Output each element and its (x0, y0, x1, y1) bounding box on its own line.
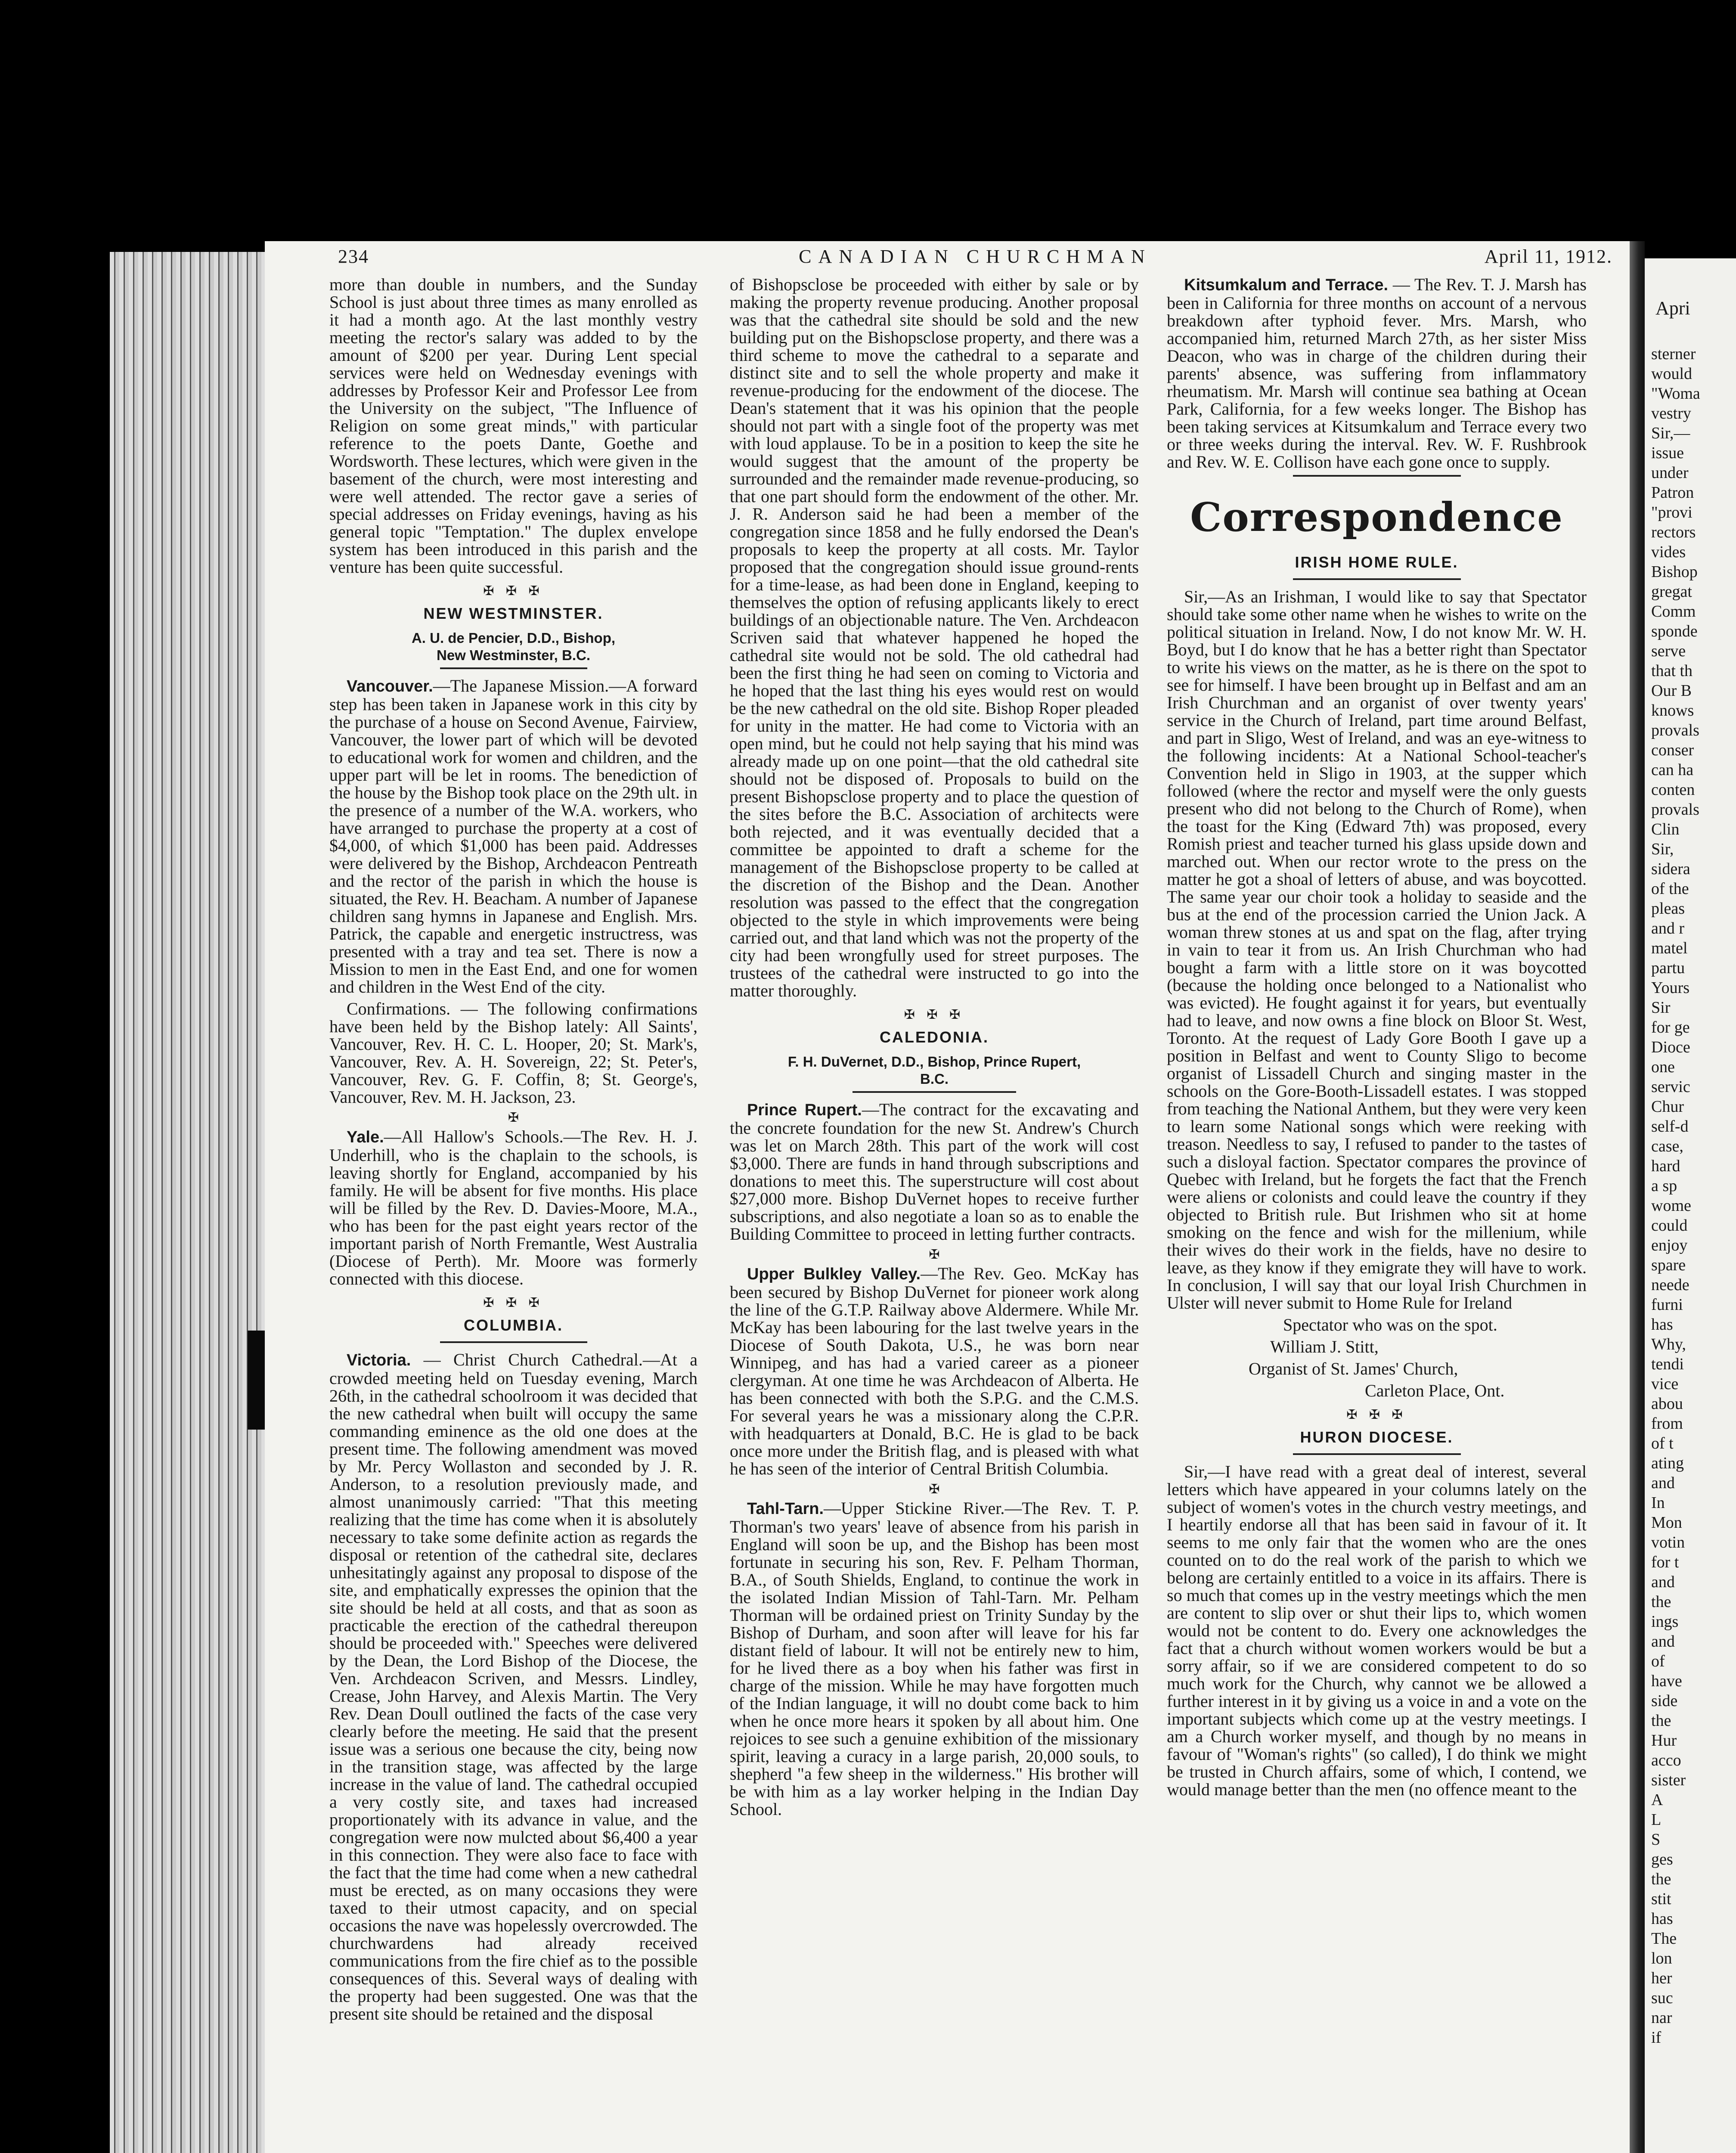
next-page-fragment: provals (1651, 721, 1699, 739)
next-page-fragment: rectors (1651, 523, 1696, 541)
article-confirmations: Confirmations. — The following confirmations have been held by the Bishop lately: All Saints', Vancouver, Rev. H. C. L. Hooper, 20; St. Mark's, Vancouver, Rev. A. H. Sovereign, 22; St. Peter's, Vancouver, Rev. G. F. Coffin, 8; St. George's, Vancouver, Rev. M. H. Jackson, 23. (329, 999, 698, 1107)
next-page-fragment: Sir (1651, 999, 1671, 1017)
next-page-fragment: abou (1651, 1395, 1683, 1413)
next-page-fragment: "Woma (1651, 385, 1700, 403)
next-page-fragment: matel (1651, 939, 1688, 957)
next-page-fragment: enjoy (1651, 1236, 1688, 1254)
section-ornament: ✠ ✠ ✠ (1346, 1408, 1407, 1422)
article-body: —The Rev. Geo. McKay has been secured by Bishop DuVernet for pioneer work along the line of the G.T.P. Railway above Aldermere. While Mr. McKay has been labouring for the last twelve years in the Diocese of South Dakota, U.S., he was born near Winnipeg, and has had a varied career as a pioneer clergyman. At one time he was Archdeacon of Alberta. He has been connected with both the S.P.G. and the C.M.S. For several years he was a missionary along the C.P.R. with headquarters at Donald, B.C. He is glad to be back once more under the British flag, and is pleased with what he has seen of the interior of Central British Columbia. (730, 1264, 1139, 1478)
small-ornament: ✠ (929, 1482, 940, 1496)
next-page-fragment: for t (1651, 1553, 1679, 1571)
article-lead: Yale. (347, 1128, 384, 1146)
correspondence-heading: Correspondence (1190, 494, 1563, 540)
letter-signature: Spectator who was on the spot. (1283, 1315, 1497, 1334)
article-body: —The contract for the excavating and the concrete foundation for the new St. Andrew's Church was let on March 28th. This part of the work will cost $3,000. There are funds in hand through subscriptions and donations to meet this. The superstructure will cost about $27,000 more. Bishop DuVernet hopes to receive further subscriptions, and also negotiate a loan so as to enable the Building Committee to proceed in letting further contracts. (730, 1100, 1139, 1244)
next-page-fragment: provals (1651, 800, 1699, 819)
letter-signature: William J. Stitt, (1270, 1337, 1379, 1356)
column-2 (730, 276, 1139, 2153)
next-page-fragment: servic (1651, 1078, 1690, 1096)
next-page-fragment: sidera (1651, 860, 1690, 878)
next-page-fragment: A (1651, 1791, 1663, 1809)
article-victoria (329, 1351, 698, 2023)
article-lead: Vancouver. (347, 677, 433, 695)
next-page-fragment: hard (1651, 1157, 1680, 1175)
letter-signature: Carleton Place, Ont. (1365, 1381, 1505, 1400)
page-header (338, 245, 1612, 276)
section-title-caledonia: CALEDONIA. (880, 1028, 989, 1046)
page-stack-edges (110, 252, 265, 2153)
article-lead: Prince Rupert. (747, 1101, 862, 1119)
article-lead: Victoria. (347, 1351, 411, 1369)
page-number: 234 (338, 246, 369, 267)
next-page-fragment: sponde (1651, 622, 1698, 640)
article-continuation: more than double in numbers, and the Sunday School is just about three times as many enrolled as it had a month ago. At the last monthly vestry meeting the rector's salary was added to by the amount of $200 per year. During Lent special services were held on Wednesday evenings with addresses by Professor Keir and Professor Lee from the University on the subject, "The Influence of Religion on some great minds," with particular reference to the poets Dante, Goethe and Wordsworth. These lectures, which were given in the basement of the church, were most interesting and were well attended. The rector gave a series of special addresses on Friday evenings, having as his general topic "Temptation." The duplex envelope system has been introduced in this parish and the venture has been quite successful. (329, 276, 698, 577)
next-page-fragment: and (1651, 1474, 1675, 1492)
article-body: —All Hallow's Schools.—The Rev. H. J. Underhill, who is the chaplain to the schools, is leaving shortly for England, accompanied by his family. He will be absent for five months. His place will be filled by the Rev. D. Davies-Moore, M.A., who has been for the past eight years rector of the important parish of North Fremantle, West Australia (Diocese of Perth). Mr. Moore was formerly connected with this diocese. (329, 1127, 698, 1288)
next-page-fragment: have (1651, 1672, 1682, 1690)
next-page-fragment: for ge (1651, 1018, 1690, 1036)
next-page-fragment: conser (1651, 741, 1694, 759)
next-page-fragment: partu (1651, 959, 1685, 977)
next-page-fragment: Sir,— (1651, 424, 1690, 442)
small-ornament: ✠ (508, 1111, 519, 1125)
bishop-line: B.C. (920, 1071, 949, 1087)
next-page-fragment: spare (1651, 1256, 1686, 1274)
next-page-fragment: the (1651, 1712, 1671, 1730)
article-lead: Upper Bulkley Valley. (747, 1265, 921, 1283)
small-ornament: ✠ (929, 1247, 940, 1262)
next-page-fragment: neede (1651, 1276, 1690, 1294)
article-yale (329, 1128, 698, 1287)
letter-huron-diocese: Sir,—I have read with a great deal of interest, several letters which have appeared in your columns lately on the subject of women's votes in the church vestry meetings, and I heartily endorse all that has been said in favour of it. It seems to me only fair that the women who are the ones counted on to do the real work of the parish to which we belong are certainly entitled to a voice in its affairs. There is so much that comes up in the vestry meetings which the men are content to slip over or shut their lips to, which women would not be content to do. Every one acknowledges the fact that a church without women workers would be but a sorry affair, so if we are considered competent to do so much work for the Church, why cannot we be allowed a further interest in it by giving us a voice in and a vote on the important subjects which come up at the vestry meetings. I am a Church worker myself, and though by no means in favour of "Woman's rights" (so called), I do think we might be trusted in Church affairs, some of which, I contend, we would manage better than the men (no offence meant to the (1167, 1462, 1587, 1799)
divider (440, 667, 587, 669)
next-page-fragment: the (1651, 1870, 1671, 1888)
section-ornament: ✠ ✠ ✠ (483, 1296, 544, 1310)
next-page-fragment: L (1651, 1811, 1662, 1829)
next-page-fragment: a sp (1651, 1177, 1677, 1195)
section-title-columbia: COLUMBIA. (464, 1316, 563, 1334)
next-page-fragment: of the (1651, 880, 1689, 898)
next-page-fragment: vides (1651, 543, 1686, 561)
article-body: —The Japanese Mission.—A forward step has been taken in Japanese work in this city by the purchase of a house on Second Avenue, Fairview, Vancouver, the lower part of which will be devoted to educational work for women and children, and the upper part will be let in rooms. The benediction of the house by the Bishop took place on the 29th ult. in the presence of a number of the W.A. workers, who have arranged to purchase the property at a cost of $4,000, of which $1,000 has been paid. Addresses were delivered by the Bishop, Archdeacon Pentreath and the rector of the parish in which the house is situated, the Rev. H. Beacham. A number of Japanese children sang hymns in Japanese and English. Mrs. Patrick, the capable and energetic instructress, was presented with a tray and tea set. There is now a Mission to men in the East End, and one for women and children in the West End of the city. (329, 676, 698, 996)
next-page-fragment: wome (1651, 1197, 1691, 1215)
next-page-fragment: side (1651, 1692, 1678, 1710)
article-vancouver (329, 677, 698, 996)
divider (852, 1091, 1016, 1093)
letter-irish-home-rule: Sir,—As an Irishman, I would like to say that Spectator should take some other name when he wishes to write on the political situation in Ireland. Now, I do not know Mr. W. H. Boyd, but I do know that he has a better right than Spectator to write his views on the matter, as he is there on the spot to see for himself. I have been brought up in Belfast and am an Irish Churchman and an organist of over twenty years' service in the Church of Ireland, part time around Belfast, and part in Sligo, West of Ireland, and was an eye-witness to the following incidents: At a National School-teacher's Convention held in Sligo in 1903, at the supper which followed (where the rector and myself were the only guests present who did not belong to the Church of Rome), when the toast for the King (Edward 7th) was proposed, every Romish priest and teacher turned his glass upside down and marched out. When our rector wrote to the press on the matter he got a shoal of letters of abuse, and was boycotted. The same year our choir took a holiday to seaside and the bus at the end of the procession carried the Union Jack. A woman threw stones at us and spat on the flag, after trying in vain to tear it from us. An Irish Churchman who had bought a farm with a little store on it was boycotted (because the holding once belonged to a Nationalist who was evicted). He fought against it for years, but eventually had to leave, and now owns a fine block on Bloor St. West, Toronto. At the request of Lady Gore Booth I gave up a position in Belfast and went to County Sligo to become organist of Lissadell Church and singing master in the schools on the Gore-Booth-Lissadell estates. I was stopped from teaching the National Anthem, but they were very keen to learn some National songs which were reeking with treason. Needless to say, I refused to pander to the tastes of such a disloyal faction. Spectator compares the province of Quebec with Ireland, but he forgets the fact that the French were aliens or colonists and could leave the country if they objected to British rule. But Irishmen who sit at home smoking on the fence and wish for the millenium, while their wives do their work in the fields, have no desire to leave, as they know if they emigrate they will have to work. In conclusion, I will say that our loyal Irish Churchmen in Ulster will never submit to Home Rule for Ireland (1167, 587, 1587, 1312)
next-page-fragment: Bishop (1651, 563, 1698, 581)
next-page-fragment: self-d (1651, 1117, 1689, 1135)
next-page-fragment: sister (1651, 1771, 1686, 1789)
next-page-edge (1645, 258, 1736, 2153)
article-lead: Tahl-Tarn. (747, 1500, 824, 1518)
divider (1293, 1453, 1461, 1455)
next-page-fragment: has (1651, 1910, 1673, 1928)
next-page-fragment: pleas (1651, 900, 1685, 918)
next-page-fragment: and (1651, 1573, 1675, 1591)
next-page-fragment: acco (1651, 1751, 1681, 1769)
next-page-fragment: suc (1651, 1989, 1673, 2007)
next-page-fragment: that th (1651, 662, 1693, 680)
next-page-fragment: of (1651, 1652, 1665, 1670)
divider (440, 1341, 587, 1343)
next-page-fragment: In (1651, 1494, 1665, 1512)
article-tahl-tarn (730, 1499, 1139, 1818)
column-3 (1167, 276, 1587, 2153)
section-ornament: ✠ ✠ ✠ (483, 584, 544, 598)
next-page-fragment: vestry (1651, 404, 1691, 422)
section-title-huron-diocese: HURON DIOCESE. (1300, 1428, 1454, 1446)
section-title-irish-home-rule: IRISH HOME RULE. (1295, 553, 1459, 571)
next-page-fragment: the (1651, 1593, 1671, 1611)
next-page-fragment: case, (1651, 1137, 1683, 1155)
next-page-fragment: would (1651, 365, 1692, 383)
next-page-fragment: and r (1651, 919, 1685, 937)
next-page-fragment: Mon (1651, 1514, 1682, 1532)
next-page-fragment: issue (1651, 444, 1684, 462)
next-page-fragment: one (1651, 1058, 1675, 1076)
article-upper-bulkley (730, 1265, 1139, 1477)
article-body: — The Rev. T. J. Marsh has been in California for three months on account of a nervous breakdown after typhoid fever. Mrs. Marsh, who accompanied him, returned March 27th, as her sister Miss Deacon, who was in charge of the children during their parents' absence, was suffering from inflammatory rheumatism. Mr. Marsh will continue sea bathing at Ocean Park, California, for a few weeks longer. The Bishop has been taking services at Kitsumkalum and Terrace every two or three weeks during the interval. Rev. W. F. Rushbrook and Rev. W. E. Collison have each gone once to supply. (1167, 276, 1587, 472)
masthead-title: CANADIAN CHURCHMAN (799, 246, 1152, 267)
bishop-line: A. U. de Pencier, D.D., Bishop, (411, 630, 616, 646)
next-page-fragment: sterner (1651, 345, 1696, 363)
next-page-fragment: ating (1651, 1454, 1684, 1472)
next-page-fragment: knows (1651, 701, 1694, 720)
next-page-fragment: Yours (1651, 979, 1690, 997)
next-page-fragment: conten (1651, 781, 1695, 799)
next-page-fragment: furni (1651, 1296, 1683, 1314)
issue-date: April 11, 1912. (1484, 246, 1612, 267)
next-page-fragment: lon (1651, 1949, 1672, 1967)
article-prince-rupert (730, 1101, 1139, 1243)
article-continuation: of Bishopsclose be proceeded with either by sale or by making the property revenue producing. Another proposal was that the cathedral site should be sold and the new building put on the Bishopsclose property, and there was a third scheme to move the cathedral to a separate and distinct site and to sell the whole property and make it revenue-producing for the endowment of the diocese. The Dean's statement that it was his opinion that the people should not part with a single foot of the property was met with loud applause. To be in a position to keep the site he would suggest that the amount of the property be surrounded and the remainder made revenue-producing, so that one part should form the endowment of the other. Mr. J. R. Anderson said he had been a member of the congregation since 1858 and he fully endorsed the Dean's proposals to keep the property at all costs. Mr. Taylor proposed that the congregation should issue ground-rents for a time-lease, as had been done in England, keeping to themselves the option of refusing applicants likely to erect buildings of an objectionable nature. The Ven. Archdeacon Scriven said that whatever happened he hoped the cathedral site would not be sold. The old cathedral had been the first thing he had seen on coming to Victoria and he hoped that the last thing his eyes would rest on would be the new cathedral on the old site. Bishop Roper pleaded for unity in the matter. He had come to Victoria with an open mind, but he could not help saying that his mind was already made up on one point—that the old cathedral site should not be disposed of. Proposals to build on the present Bishopsclose property and to place the question of the sites before the B.C. Association of architects were both rejected, and it was eventually decided that a committee be appointed to draft a scheme for the management of the Bishopsclose property to be called at the discretion of the Bishop and the Dean. Another resolution was passed to the effect that the congregation objected to the style in which improvements were being carried out, and that land which was not the property of the city had been wrongfully used for street purposes. The trustees of the cathedral were instructed to go into the matter thoroughly. (730, 276, 1139, 1000)
page-gutter-shadow (1630, 241, 1645, 2153)
next-page-fragment: if (1651, 2029, 1662, 2047)
bishop-byline (329, 630, 698, 664)
column-1 (329, 276, 698, 2153)
next-page-fragment: could (1651, 1216, 1688, 1235)
next-page-fragment: Dioce (1651, 1038, 1690, 1056)
divider (1293, 578, 1461, 580)
next-page-fragment: can ha (1651, 761, 1694, 779)
article-kitsumkalum (1167, 276, 1587, 471)
bishop-line: New Westminster, B.C. (437, 647, 590, 663)
next-page-fragment: vice (1651, 1375, 1679, 1393)
next-page-fragment: Hur (1651, 1731, 1677, 1750)
next-page-fragment: The (1651, 1930, 1677, 1948)
next-page-fragment: nar (1651, 2009, 1672, 2027)
next-page-fragment: and (1651, 1632, 1675, 1650)
article-body: —Upper Stickine River.—The Rev. T. P. Thorman's two years' leave of absence from his parish in England will soon be up, and the Bishop has been most fortunate in securing his son, Rev. F. Pelham Thorman, B.A., of South Shields, England, to continue the work in the isolated Indian Mission of Tahl-Tarn. Mr. Pelham Thorman will be ordained priest on Trinity Sunday by the Bishop of Durham, and soon after will leave for his far distant field of labour. It will not be entirely new to him, for he lived there as a boy when his father was first in charge of the mission. While he may have forgotten much of the Indian language, it will no doubt come back to him when he once more hears it spoken by all about him. One rejoices to see such a genuine exhibition of the missionary spirit, leaving a curacy in a large parish, 20,000 souls, to shepherd "a few sheep in the wilderness." His brother will be with him as a lay worker helping in the Indian Day School. (730, 1498, 1139, 1819)
next-page-fragment: tendi (1651, 1355, 1684, 1373)
next-page-fragment: Clin (1651, 820, 1680, 838)
next-page-fragment: has (1651, 1315, 1673, 1334)
next-page-fragment: from (1651, 1415, 1683, 1433)
next-page-fragment: Chur (1651, 1098, 1684, 1116)
next-page-fragment: Sir, (1651, 840, 1674, 858)
newspaper-page (265, 241, 1630, 2153)
letter-signature: Organist of St. James' Church, (1249, 1359, 1458, 1378)
next-page-fragment: of t (1651, 1434, 1674, 1452)
article-body: — Christ Church Cathedral.—At a crowded meeting held on Tuesday evening, March 26th, in the cathedral schoolroom it was decided that the new cathedral when built will occupy the same commanding eminence as the old one does at the present time. The following amendment was moved by Mr. Percy Wollaston and seconded by J. R. Anderson, to a resolution previously made, and almost unanimously carried: "That this meeting realizing that the time has come when it is absolutely necessary to take some definite action as regards the disposal or retention of the cathedral site, declares unhesitatingly against any proposal to dispose of the site, and emphatically expresses the opinion that the site should be held at all costs, and that as soon as practicable the erection of the cathedral thereupon should be proceeded with." Speeches were delivered by the Dean, the Lord Bishop of the Diocese, the Ven. Archdeacon Scriven, and Messrs. Lindley, Crease, John Harvey, and Alexis Martin. The Very Rev. Dean Doull outlined the facts of the case very clearly before the meeting. He said that the present issue was a serious one because the city, being now in the transition stage, was affected by the large increase in the value of land. The cathedral occupied a very costly site, and taxes had increased proportionately with its advance in value, and the congregation were now mulcted about $6,400 a year in this connection. They were also face to face with the fact that the time had come when a new cathedral must be erected, as on many occasions they were taxed to their utmost capacity, and on special occasions the nave was hopelessly overcrowded. The churchwardens had already received communications from the fire chief as to the possible consequences of this. Several ways of dealing with the property had been suggested. One was that the present site should be retained and the disposal (329, 1350, 698, 2023)
section-title-new-westminster: NEW WESTMINSTER. (423, 605, 604, 622)
next-page-fragment: Our B (1651, 682, 1692, 700)
next-page-fragment: Why, (1651, 1335, 1686, 1353)
divider (1293, 475, 1461, 477)
next-page-fragment: serve (1651, 642, 1686, 660)
next-page-fragment: votin (1651, 1533, 1685, 1551)
next-page-fragment: "provi (1651, 503, 1693, 521)
next-page-fragment: her (1651, 1969, 1672, 1987)
next-page-fragment: gregat (1651, 583, 1692, 601)
article-lead: Kitsumkalum and Terrace. (1184, 276, 1389, 294)
next-page-fragment: Comm (1651, 602, 1696, 620)
next-page-fragment: ges (1651, 1850, 1673, 1868)
section-ornament: ✠ ✠ ✠ (904, 1008, 965, 1022)
next-page-fragment: S (1651, 1830, 1661, 1849)
next-page-fragment: under (1651, 464, 1689, 482)
bishop-line: F. H. DuVernet, D.D., Bishop, Prince Rupert, (787, 1054, 1081, 1070)
next-page-fragment: Patron (1651, 484, 1694, 502)
bishop-byline (730, 1053, 1139, 1088)
next-page-header: Apri (1655, 298, 1690, 319)
next-page-fragment: stit (1651, 1890, 1671, 1908)
next-page-fragment: ings (1651, 1613, 1679, 1631)
